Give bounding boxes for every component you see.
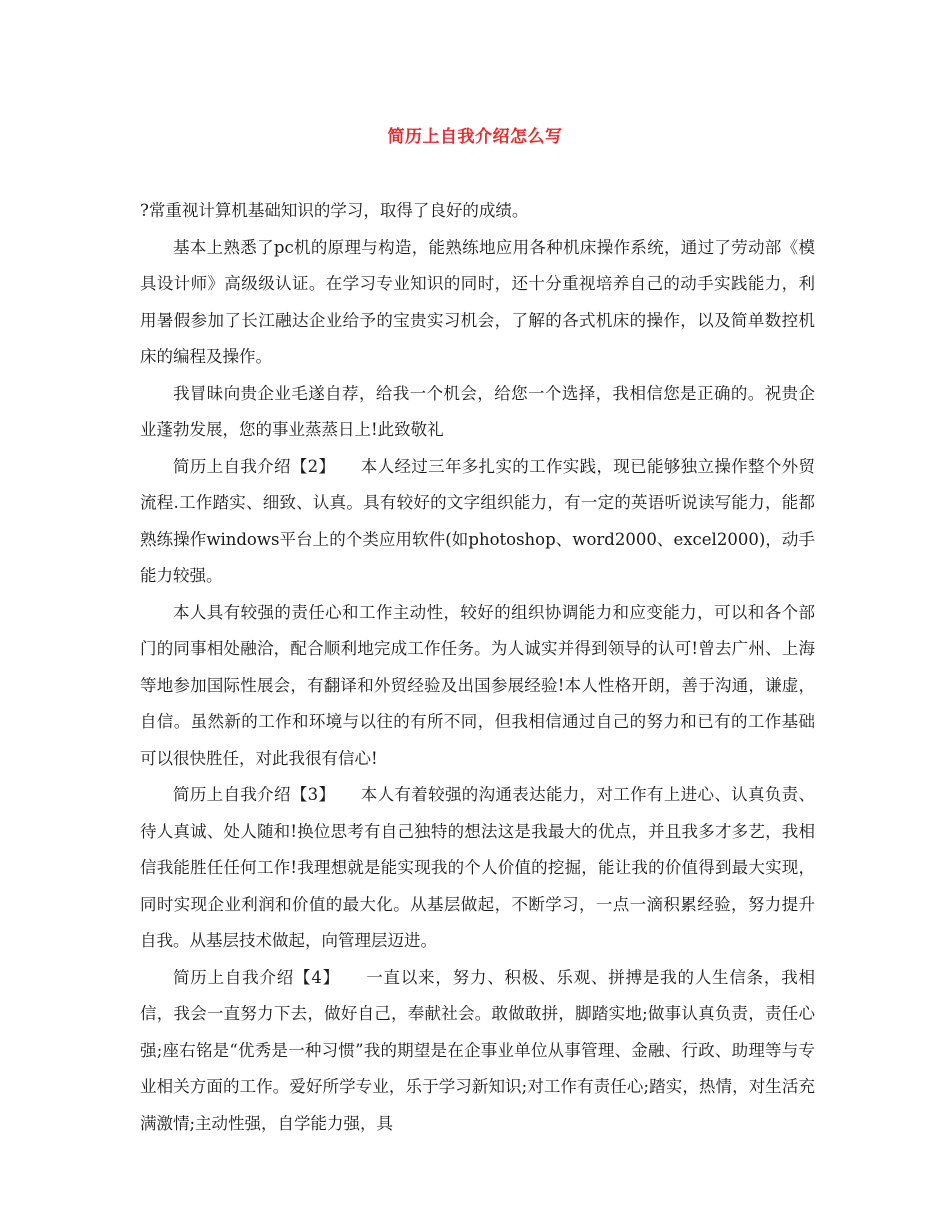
paragraph: 本人具有较强的责任心和工作主动性，较好的组织协调能力和应变能力，可以和各个部门的同事相处融洽，配合顺利地完成工作任务。为人诚实并得到领导的认可!曾去广州、上海等地参加国际性展会，有翻译和外贸经验及出国参展经验!本人性格开朗，善于沟通，谦虚，自信。虽然新的工作和环境与以往的有所不同，但我相信通过自己的努力和已有的工作基础可以很快胜任，对此我很有信心! [140, 602, 815, 768]
paragraph: 我冒昧向贵企业毛遂自荐，给我一个机会，给您一个选择，我相信您是正确的。祝贵企业蓬勃发展，您的事业蒸蒸日上!此致敬礼 [140, 383, 815, 439]
paragraph: 基本上熟悉了pc机的原理与构造，能熟练地应用各种机床操作系统，通过了劳动部《模具设计师》高级级认证。在学习专业知识的同时，还十分重视培养自己的动手实践能力，利用暑假参加了长江融达企业给予的宝贵实习机会，了解的各式机床的操作，以及简单数控机床的编程及操作。 [140, 237, 815, 366]
document-title: 简历上自我介绍怎么写 [387, 127, 563, 147]
document-body [140, 193, 815, 1142]
paragraph-section-2: 简历上自我介绍【2】 本人经过三年多扎实的工作实践，现已能够独立操作整个外贸流程.工作踏实、细致、认真。具有较好的文字组织能力，有一定的英语听说读写能力，能都熟练操作windows平台上的个类应用软件(如photoshop、word2000、excel2000)，动手能力较强。 [140, 456, 815, 585]
paragraph-continuation: ?常重视计算机基础知识的学习，取得了良好的成绩。 [140, 201, 529, 220]
paragraph-section-4: 简历上自我介绍【4】 一直以来，努力、积极、乐观、拼搏是我的人生信条，我相信，我会一直努力下去，做好自己，奉献社会。敢做敢拼，脚踏实地;做事认真负责，责任心强;座右铭是“优秀是一种习惯”我的期望是在企事业单位从事管理、金融、行政、助理等与专业相关方面的工作。爱好所学专业，乐于学习新知识;对工作有责任心;踏实，热情，对生活充满激情;主动性强，自学能力强，具 [140, 967, 815, 1133]
paragraph-section-3: 简历上自我介绍【3】 本人有着较强的沟通表达能力，对工作有上进心、认真负责、待人真诚、处人随和!换位思考有自己独特的想法这是我最大的优点，并且我多才多艺，我相信我能胜任任何工作!我理想就是能实现我的个人价值的挖掘，能让我的价值得到最大实现，同时实现企业利润和价值的最大化。从基层做起，不断学习，一点一滴积累经验，努力提升自我。从基层技术做起，向管理层迈进。 [140, 785, 815, 950]
